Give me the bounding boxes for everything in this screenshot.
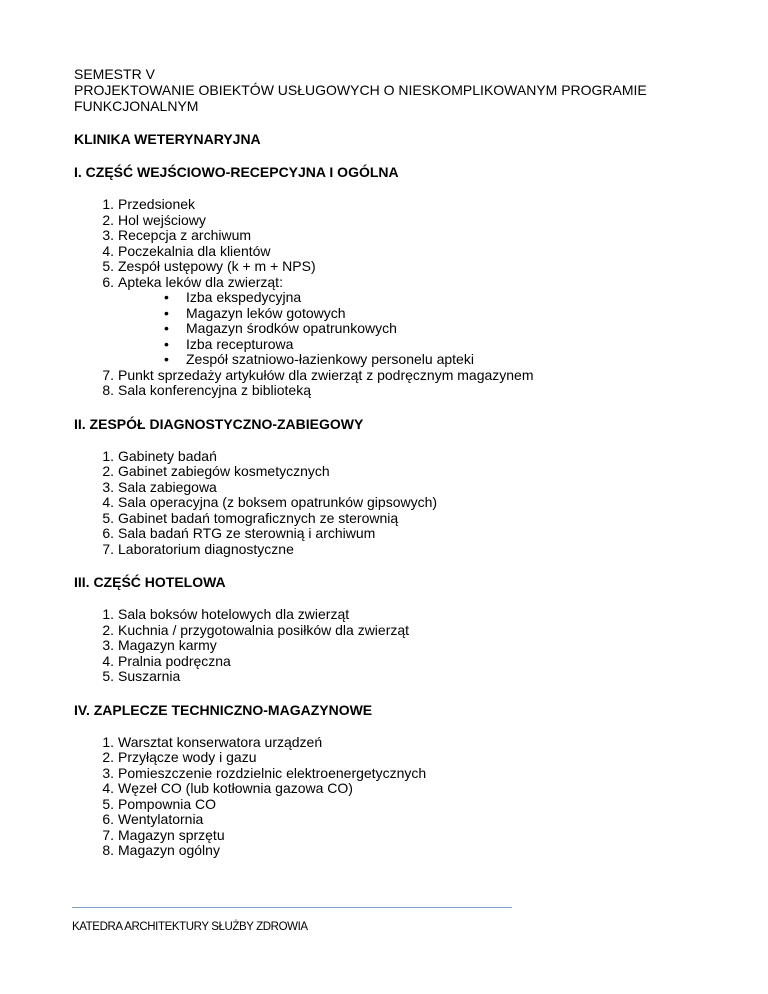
section-list (74, 607, 694, 685)
list-item-text: Przyłącze wody i gazu (118, 749, 257, 765)
list-item-text: Suszarnia (118, 668, 181, 684)
course-title-line-2: FUNKCJONALNYM (74, 98, 199, 114)
list-item (74, 368, 694, 384)
semester-label: SEMESTR V (74, 66, 155, 82)
sub-list-item-text: Izba recepturowa (186, 335, 294, 352)
list-item-number: 6. (102, 811, 114, 827)
list-item (74, 843, 694, 859)
list-item (74, 669, 694, 685)
list-item-text: Sala badań RTG ze sterownią i archiwum (118, 525, 376, 541)
list-item-number: 6. (102, 273, 114, 290)
footer-divider (72, 907, 512, 908)
list-item-number: 5. (102, 668, 114, 684)
list-item (74, 654, 694, 670)
bullet-icon: • (164, 289, 169, 305)
sub-list-item-text: Magazyn środków opatrunkowych (186, 320, 397, 336)
sub-list-item-text: Izba ekspedycyjna (186, 289, 302, 305)
list-item (74, 383, 694, 399)
list-item-number: 4. (102, 494, 114, 510)
list-item-text: Gabinet zabiegów kosmetycznych (118, 463, 330, 479)
list-item-number: 5. (102, 795, 114, 812)
list-item (74, 828, 694, 844)
list-item (74, 638, 694, 654)
sub-list-item (118, 290, 694, 306)
list-item-text: Apteka leków dla zwierząt: (118, 273, 283, 290)
footer-department: KATEDRA ARCHITEKTURY SŁUŻBY ZDROWIA (72, 921, 308, 933)
sub-list (118, 290, 694, 368)
bullet-icon: • (164, 320, 169, 336)
list-item (74, 275, 694, 368)
list-item-text: Warsztat konserwatora urządzeń (118, 733, 323, 750)
sub-list-item (118, 352, 694, 368)
bullet-icon: • (164, 351, 169, 367)
list-item-text: Gabinety badań (118, 447, 217, 464)
list-item-text: Przedsionek (118, 196, 196, 212)
list-item-text: Magazyn karmy (118, 637, 217, 653)
list-item-text: Punkt sprzedaży artykułów dla zwierząt z podręcznym magazynem (118, 366, 534, 383)
list-item-number: 8. (102, 842, 114, 858)
list-item-text: Pompownia CO (118, 795, 217, 812)
list-item (74, 766, 694, 782)
list-item (74, 197, 694, 213)
list-item (74, 228, 694, 244)
list-item-text: Wentylatornia (118, 811, 204, 827)
list-item (74, 480, 694, 496)
list-item-number: 7. (102, 826, 114, 843)
list-item-text: Sala boksów hotelowych dla zwierząt (118, 606, 350, 622)
list-item-text: Laboratorium diagnostyczne (118, 540, 294, 557)
bullet-icon: • (164, 335, 169, 352)
list-item (74, 449, 694, 465)
list-item-text: Sala operacyjna (z boksem opatrunków gipsowych) (118, 494, 438, 510)
list-item (74, 781, 694, 797)
list-item-number: 2. (102, 621, 114, 638)
section-list (74, 197, 694, 399)
sub-list-item (118, 306, 694, 322)
list-item-text: Kuchnia / przygotowalnia posiłków dla zwierząt (118, 621, 410, 638)
list-item-number: 2. (102, 211, 114, 228)
list-item-text: Pralnia podręczna (118, 652, 231, 669)
sub-list-item-text: Zespół szatniowo-łazienkowy personelu apteki (186, 351, 474, 367)
list-item (74, 511, 694, 527)
sub-list-item (118, 321, 694, 337)
list-item-number: 7. (102, 366, 114, 383)
list-item-number: 8. (102, 382, 114, 398)
section-title: I. CZĘŚĆ WEJŚCIOWO-RECEPCYJNA I OGÓLNA (74, 164, 399, 180)
bullet-icon: • (164, 304, 169, 321)
list-item-number: 2. (102, 749, 114, 765)
list-item-text: Zespół ustępowy (k + m + NPS) (118, 258, 316, 274)
list-item (74, 526, 694, 542)
list-item-number: 3. (102, 637, 114, 653)
list-item-text: Sala konferencyjna z biblioteką (118, 382, 312, 398)
list-item-text: Magazyn ogólny (118, 842, 220, 858)
list-item-text: Hol wejściowy (118, 211, 206, 228)
list-item-number: 4. (102, 242, 114, 259)
list-item-number: 3. (102, 227, 114, 243)
list-item (74, 812, 694, 828)
list-item-number: 6. (102, 525, 114, 541)
sections-container (74, 164, 694, 859)
list-item-number: 4. (102, 780, 114, 796)
list-item-text: Recepcja z archiwum (118, 227, 252, 243)
list-item-number: 3. (102, 478, 114, 495)
document-title: KLINIKA WETERYNARYJNA (74, 131, 261, 147)
list-item (74, 244, 694, 260)
list-item-number: 1. (102, 606, 114, 622)
list-item-number: 5. (102, 509, 114, 526)
list-item (74, 213, 694, 229)
list-item-number: 7. (102, 540, 114, 557)
list-item (74, 259, 694, 275)
list-item (74, 607, 694, 623)
list-item (74, 542, 694, 558)
list-item-number: 5. (102, 258, 114, 274)
list-item (74, 495, 694, 511)
list-item (74, 750, 694, 766)
list-item-number: 1. (102, 733, 114, 750)
course-title-line-1: PROJEKTOWANIE OBIEKTÓW USŁUGOWYCH O NIESKOMPLIKOWANYM PROGRAMIE (74, 82, 647, 98)
section-title: IV. ZAPLECZE TECHNICZNO-MAGAZYNOWE (74, 701, 373, 718)
list-item-text: Gabinet badań tomograficznych ze sterownią (118, 509, 399, 526)
list-item-text: Sala zabiegowa (118, 478, 217, 495)
list-item-number: 1. (102, 447, 114, 464)
list-item (74, 797, 694, 813)
document-page (74, 66, 694, 859)
sub-list-item-text: Magazyn leków gotowych (186, 304, 346, 321)
list-item-number: 3. (102, 764, 114, 781)
list-item (74, 623, 694, 639)
sub-list-item (118, 337, 694, 353)
list-item-text: Magazyn sprzętu (118, 826, 225, 843)
section-title: II. ZESPÓŁ DIAGNOSTYCZNO-ZABIEGOWY (74, 415, 364, 432)
list-item-number: 4. (102, 652, 114, 669)
list-item-number: 1. (102, 196, 114, 212)
section-list (74, 735, 694, 859)
list-item-number: 2. (102, 463, 114, 479)
section-title: III. CZĘŚĆ HOTELOWA (74, 574, 226, 590)
list-item (74, 735, 694, 751)
list-item (74, 464, 694, 480)
section-list (74, 449, 694, 558)
list-item-text: Węzeł CO (lub kotłownia gazowa CO) (118, 780, 353, 796)
list-item-text: Pomieszczenie rozdzielnic elektroenergetycznych (118, 764, 427, 781)
list-item-text: Poczekalnia dla klientów (118, 242, 271, 259)
